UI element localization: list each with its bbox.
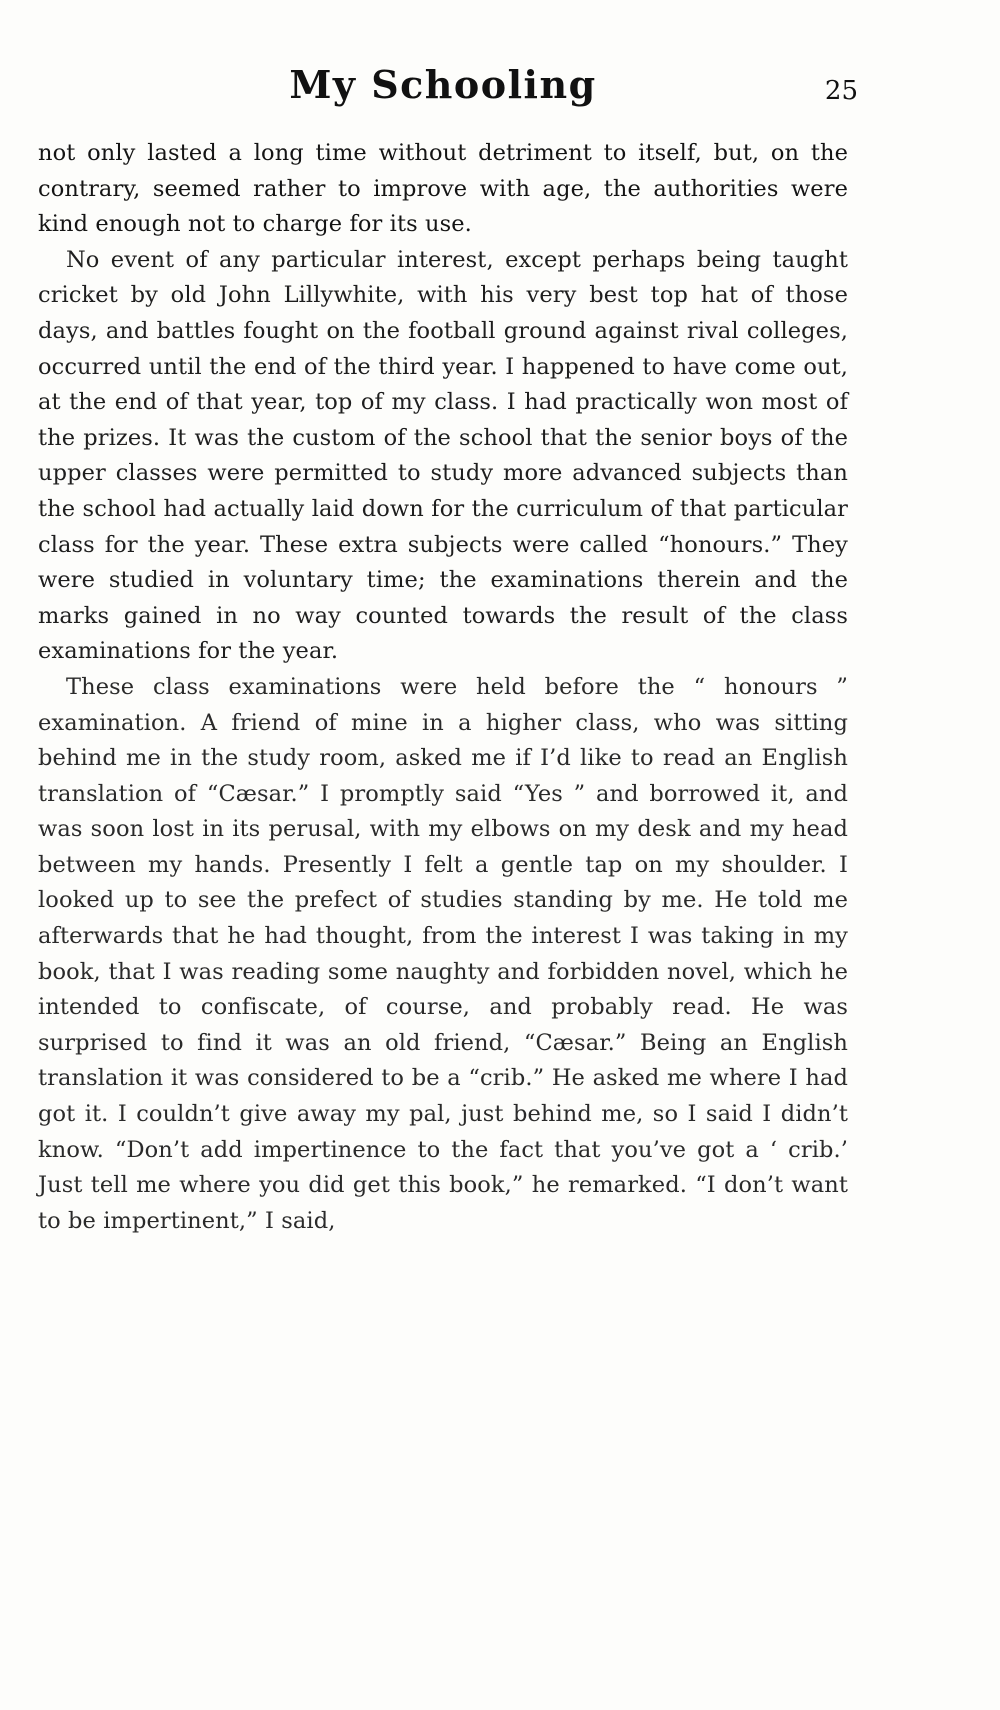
paragraph: No event of any particular interest, except perhaps being taught cricket by old John Lillywhite, with his very best top hat of those days, and battles fought on the football ground against rival colleges, occurred until the end of the third year. I happened to have come out, at the end of that year, top of my class. I had practically won most of the prizes. It was the custom of the school that the senior boys of the upper classes were permitted to study more advanced subjects than the school had actually laid down for the curriculum of that particular class for the year. These extra subjects were called “honours.” They were studied in voluntary time; the examinations therein and the marks gained in no way counted towards the result of the class examinations for the year. [38,246,848,665]
page-body [38,136,848,1239]
paragraph: not only lasted a long time without detriment to itself, but, on the contrary, seemed rather to improve with age, the authorities were kind enough not to charge for its use. [38,140,848,238]
running-title: My Schooling [289,62,597,107]
paragraph: These class examinations were held before the “ honours ” examination. A friend of mine in a higher class, who was sitting behind me in the study room, asked me if I’d like to read an English translation of “Cæsar.” I promptly said “Yes ” and borrowed it, and was soon lost in its perusal, with my elbows on my desk and my head between my hands. Presently I felt a gentle tap on my shoulder. I looked up to see the prefect of studies standing by me. He told me afterwards that he had thought, from the interest I was taking in my book, that I was reading some naughty and forbidden novel, which he intended to confiscate, of course, and probably read. He was surprised to find it was an old friend, “Cæsar.” Being an English translation it was considered to be a “crib.” He asked me where I had got it. I couldn’t give away my pal, just behind me, so I said I didn’t know. “Don’t add impertinence to the fact that you’ve got a ‘ crib.’ Just tell me where you did get this book,” he remarked. “I don’t want to be impertinent,” I said, [38,673,848,1234]
page-header [38,62,858,122]
page-number: 25 [824,76,858,106]
